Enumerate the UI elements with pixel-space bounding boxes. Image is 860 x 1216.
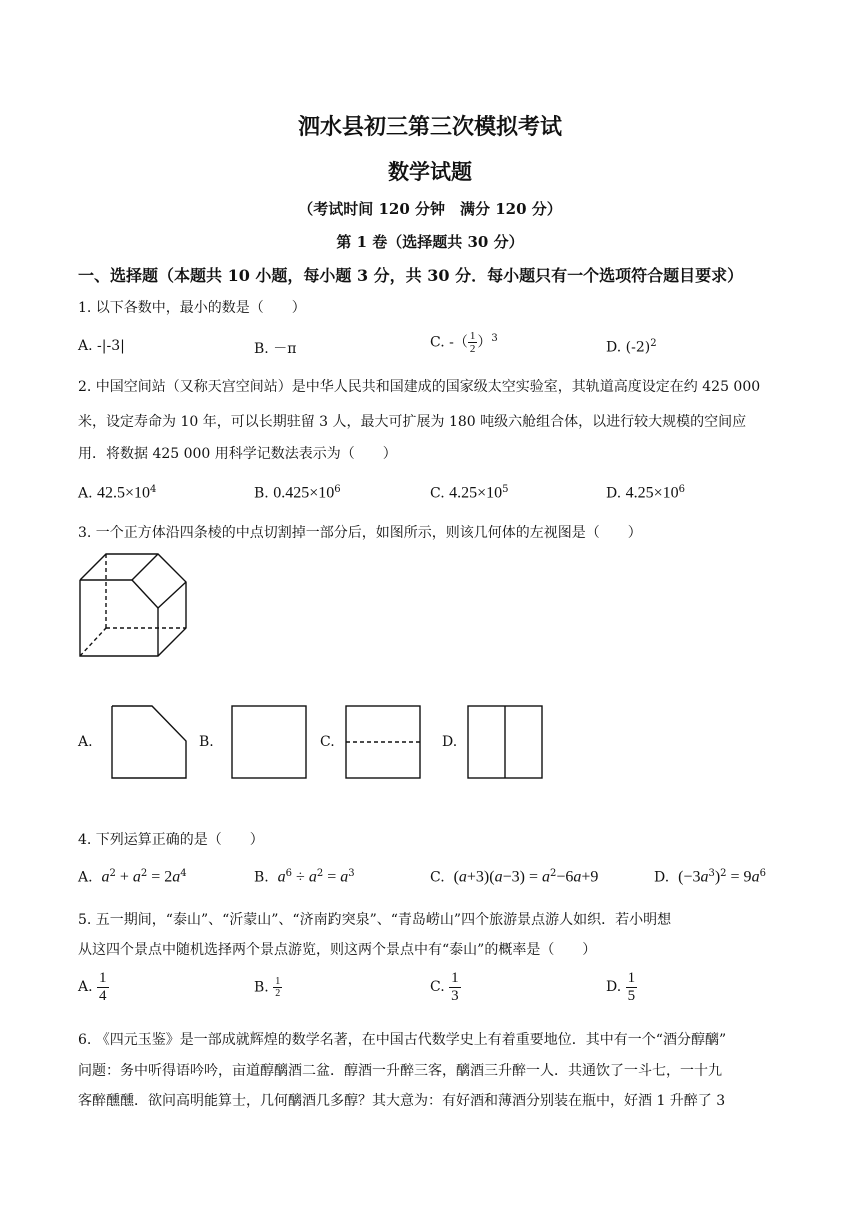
q2-option-c: C. $4.25\times 10^5$ [430,484,509,502]
question-3-stem: 3. 一个正方体沿四条棱的中点切割掉一部分后，如图所示，则该几何体的左视图是（ ） [78,525,642,541]
section-heading: 一、选择题（本题共 10 小题，每小题 3 分，共 30 分．每小题只有一个选项符合题目要求） [78,266,744,285]
question-6-line-2: 问题：务中听得语吟吟，亩道醇醨酒二盆．醇酒一升醉三客，醨酒三升醉一人．共通饮了一斗七，一十九 [78,1063,722,1079]
q3-option-d-label: D. [442,734,458,750]
q3-option-b-label: B. [199,734,214,750]
q1-option-d: D. $(-2)^2$ [606,338,657,356]
question-2-line-1: 2. 中国空间站（又称天宫空间站）是中华人民共和国建成的国家级太空实验室，其轨道高度设定在约 425 000 [78,379,761,395]
q1-option-b: B. －π [254,341,297,357]
q3-option-a-label: A. [78,734,93,750]
question-5-line-2: 从这四个景点中随机选择两个景点游览，则这两个景点中有“泰山”的概率是（ ） [78,942,597,958]
question-5-line-1: 5. 五一期间，“泰山”、“沂蒙山”、“济南趵突泉”、“青岛崂山”四个旅游景点游人如织．若小明想 [78,912,672,928]
question-2-line-2: 米，设定寿命为 10 年，可以长期驻留 3 人，最大可扩展为 180 吨级六舱组合体，以进行较大规模的空间应 [78,414,747,430]
q1-option-c: C. -（ $\frac{1}{2}$ ）$^3$ [430,330,498,356]
q2-option-a: A. $42.5\times 10^4$ [78,484,157,502]
q3-option-c-figure [344,704,424,780]
q4-option-c: C. $(a+3)(a-3) = a^2-6a+9$ [430,868,599,886]
q4-option-d: D. $(-3a^3)^2 = 9a^6$ [654,868,766,886]
question-6-line-3: 客醉醺醺．欲问高明能算士，几何醨酒几多醇？其大意为：有好酒和薄酒分别装在瓶中，好酒 1 升醉了 3 [78,1093,726,1109]
q2-option-b: B. $0.425\times 10^6$ [254,484,341,502]
q5-option-d: D. $\frac{1}{5}$ [606,970,636,1004]
q3-option-b-figure [230,704,310,780]
exam-title: 泗水县初三第三次模拟考试 [297,114,562,140]
q4-option-b: B. $a^6 \div a^2 = a^3$ [254,868,355,886]
question-4-stem: 4. 下列运算正确的是（ ） [78,832,264,848]
q3-option-c-label: C. [320,734,335,750]
q5-option-a: A. $\frac{1}{4}$ [78,970,107,1004]
q4-option-a: A. $a^2 + a^2 = 2a^4$ [78,868,187,886]
subject-title: 数学试题 [388,159,472,184]
q5-option-c: C. $\frac{1}{3}$ [430,970,459,1004]
question-6-line-1: 6. 《四元玉鉴》是一部成就辉煌的数学名著，在中国古代数学史上有着重要地位．其中有一个“酒分醇醨” [78,1032,727,1048]
volume-title: 第 1 卷（选择题共 30 分） [336,233,524,251]
cut-cube-figure [78,550,198,662]
question-1-stem: 1. 以下各数中，最小的数是（ ） [78,300,306,316]
q3-option-d-figure [466,704,546,780]
q2-option-d: D. $4.25\times 10^6$ [606,484,686,502]
question-2-line-3: 用．将数据 425 000 用科学记数法表示为（ ） [78,446,397,462]
exam-info: （考试时间 120 分钟 满分 120 分） [298,200,562,218]
q1-option-a: A. -|-3| [78,338,125,354]
q3-option-a-figure [110,704,190,780]
q5-option-b: B. $\frac{1}{2}$ [254,976,281,999]
